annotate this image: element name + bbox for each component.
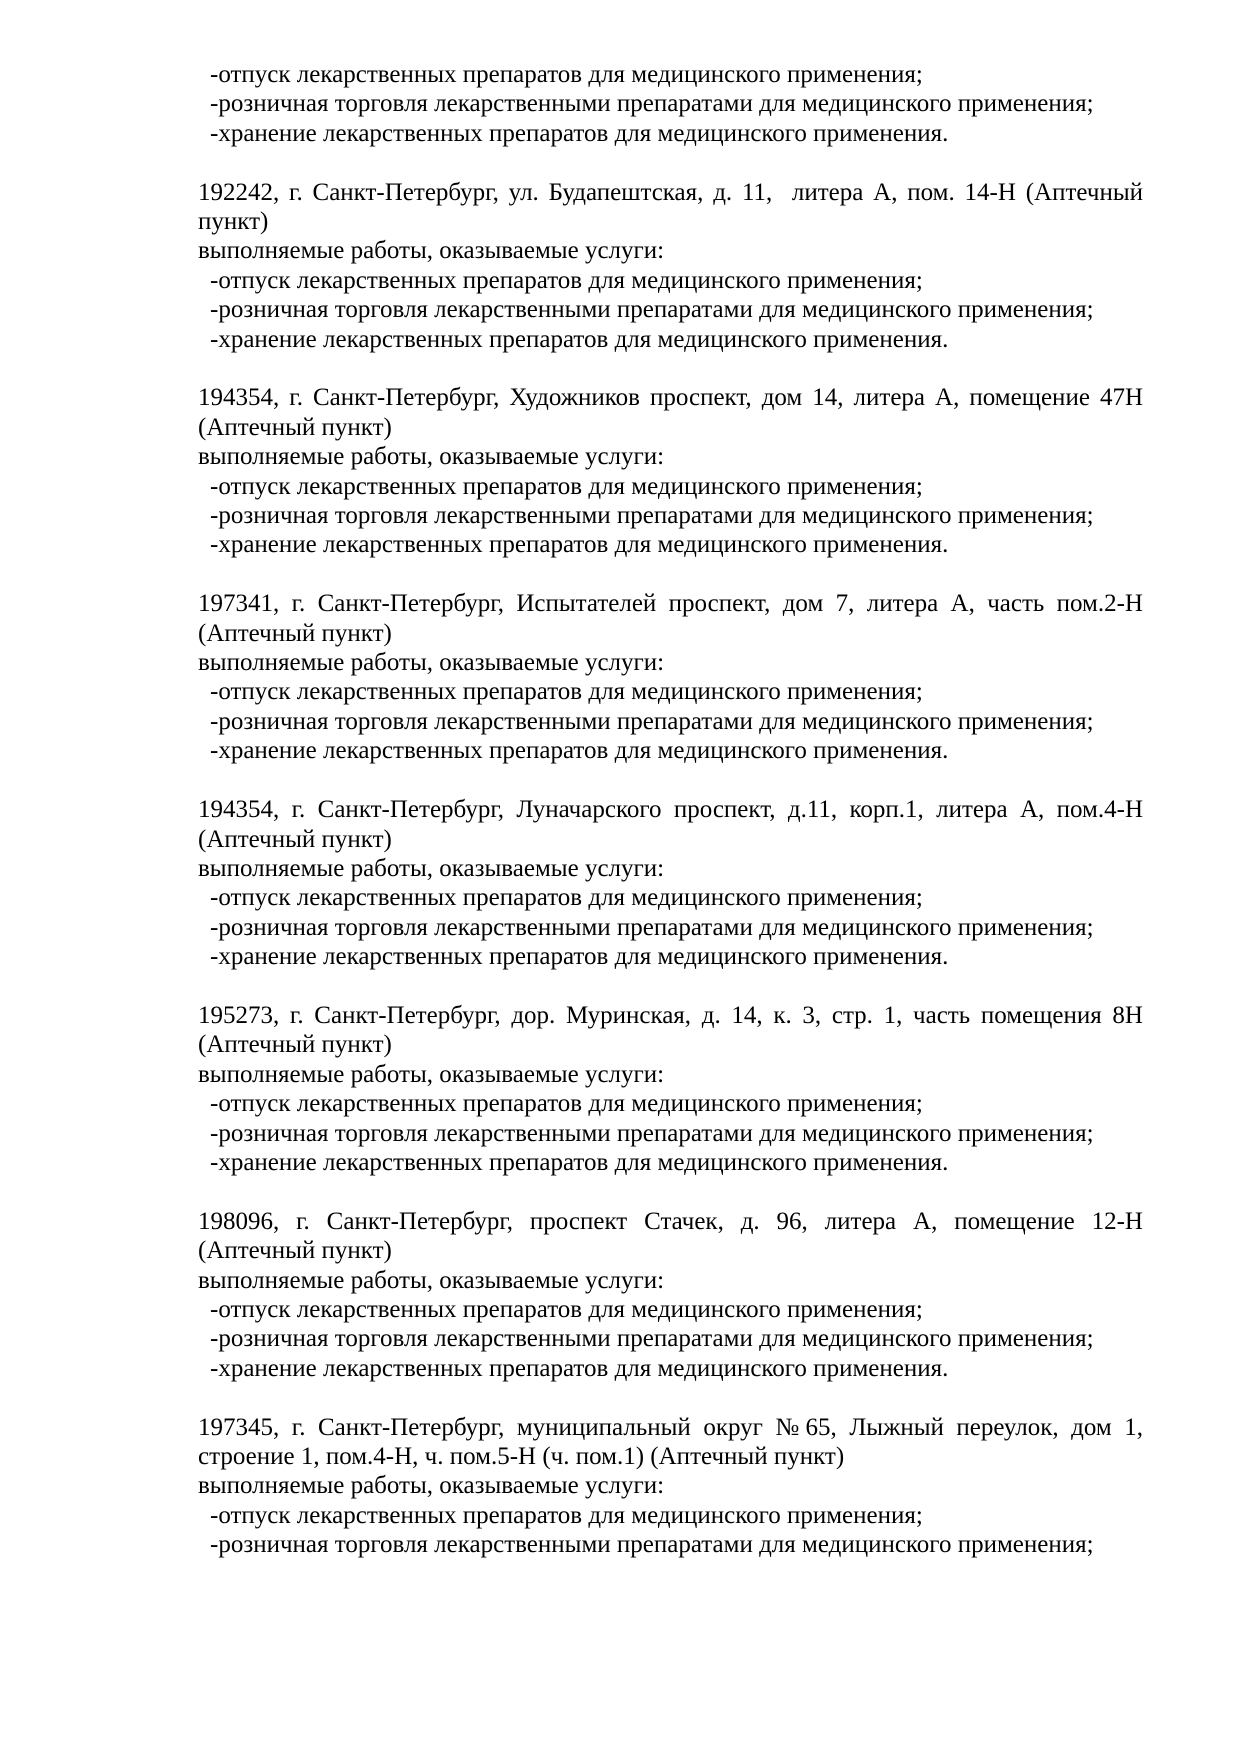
works-label: выполняемые работы, оказываемые услуги: (198, 854, 665, 882)
service-line-retail: -розничная торговля лекарственными препаратами для медицинского применения; (210, 707, 1094, 735)
entry-address: 194354, г. Санкт-Петербург, Художников проспект, дом 14, литера А, помещение 47Н (Аптечный пункт) (198, 384, 1143, 441)
license-entry-lunacharskogo (198, 795, 1143, 971)
license-entry-khudozhnikov (198, 383, 1143, 559)
service-line-storage: -хранение лекарственных препаратов для медицинского применения. (210, 1354, 949, 1382)
service-line-dispensing: -отпуск лекарственных препаратов для медицинского применения; (210, 1501, 923, 1529)
license-entry-ispytateley (198, 589, 1143, 765)
entry-address: 198096, г. Санкт-Петербург, проспект Стачек, д. 96, литера А, помещение 12-Н (Аптечный пункт) (198, 1207, 1143, 1265)
service-line-retail: -розничная торговля лекарственными препаратами для медицинского применения; (210, 1325, 1094, 1353)
works-label: выполняемые работы, оказываемые услуги: (198, 1266, 665, 1294)
entry-address: 194354, г. Санкт-Петербург, Луначарского проспект, д.11, корп.1, литера А, пом.4-Н (Аптечный пункт) (198, 796, 1143, 853)
service-line-retail: -розничная торговля лекарственными препаратами для медицинского применения; (210, 90, 1094, 118)
service-line-storage: -хранение лекарственных препаратов для медицинского применения. (210, 737, 949, 765)
service-line-dispensing: -отпуск лекарственных препаратов для медицинского применения; (210, 266, 923, 294)
works-label: выполняемые работы, оказываемые услуги: (198, 443, 665, 471)
license-entry-continuation (198, 60, 1143, 148)
service-line-retail: -розничная торговля лекарственными препаратами для медицинского применения; (210, 1531, 1094, 1559)
entry-address: 195273, г. Санкт-Петербург, дор. Муринская, д. 14, к. 3, стр. 1, часть помещения 8Н (Аптечный пункт) (198, 1001, 1143, 1059)
license-entry-murinskaya (198, 1001, 1143, 1177)
works-label: выполняемые работы, оказываемые услуги: (198, 237, 665, 265)
service-line-retail: -розничная торговля лекарственными препаратами для медицинского применения; (210, 913, 1094, 941)
entry-address: 197341, г. Санкт-Петербург, Испытателей проспект, дом 7, литера А, часть пом.2-Н (Аптечный пункт) (198, 590, 1143, 647)
service-line-storage: -хранение лекарственных препаратов для медицинского применения. (210, 325, 949, 353)
service-line-storage: -хранение лекарственных препаратов для медицинского применения. (210, 119, 949, 147)
service-line-dispensing: -отпуск лекарственных препаратов для медицинского применения; (210, 61, 923, 88)
license-entry-budapeshtskaya (198, 178, 1143, 354)
service-line-dispensing: -отпуск лекарственных препаратов для медицинского применения; (210, 884, 923, 912)
works-label: выполняемые работы, оказываемые услуги: (198, 1472, 665, 1500)
service-line-retail: -розничная торговля лекарственными препаратами для медицинского применения; (210, 502, 1094, 530)
service-line-storage: -хранение лекарственных препаратов для медицинского применения. (210, 531, 949, 559)
license-entry-stachek (198, 1207, 1143, 1383)
service-line-storage: -хранение лекарственных препаратов для медицинского применения. (210, 943, 949, 971)
entry-address: 192242, г. Санкт-Петербург, ул. Будапештская, д. 11, литера А, пом. 14-Н (Аптечный пункт) (198, 178, 1143, 236)
service-line-retail: -розничная торговля лекарственными препаратами для медицинского применения; (210, 1119, 1094, 1147)
license-entry-lyzhny (198, 1413, 1143, 1560)
service-line-dispensing: -отпуск лекарственных препаратов для медицинского применения; (210, 678, 923, 706)
service-line-storage: -хранение лекарственных препаратов для медицинского применения. (210, 1148, 949, 1176)
works-label: выполняемые работы, оказываемые услуги: (198, 649, 665, 677)
service-line-dispensing: -отпуск лекарственных препаратов для медицинского применения; (210, 1295, 923, 1323)
works-label: выполняемые работы, оказываемые услуги: (198, 1060, 665, 1088)
service-line-retail: -розничная торговля лекарственными препаратами для медицинского применения; (210, 296, 1094, 324)
service-line-dispensing: -отпуск лекарственных препаратов для медицинского применения; (210, 1090, 923, 1118)
service-line-dispensing: -отпуск лекарственных препаратов для медицинского применения; (210, 472, 923, 500)
entry-address: 197345, г. Санкт-Петербург, муниципальный округ №65, Лыжный переулок, дом 1, строение 1, пом.4-Н, ч. пом.5-Н (ч. пом.1) (Аптечный пункт) (198, 1413, 1143, 1470)
